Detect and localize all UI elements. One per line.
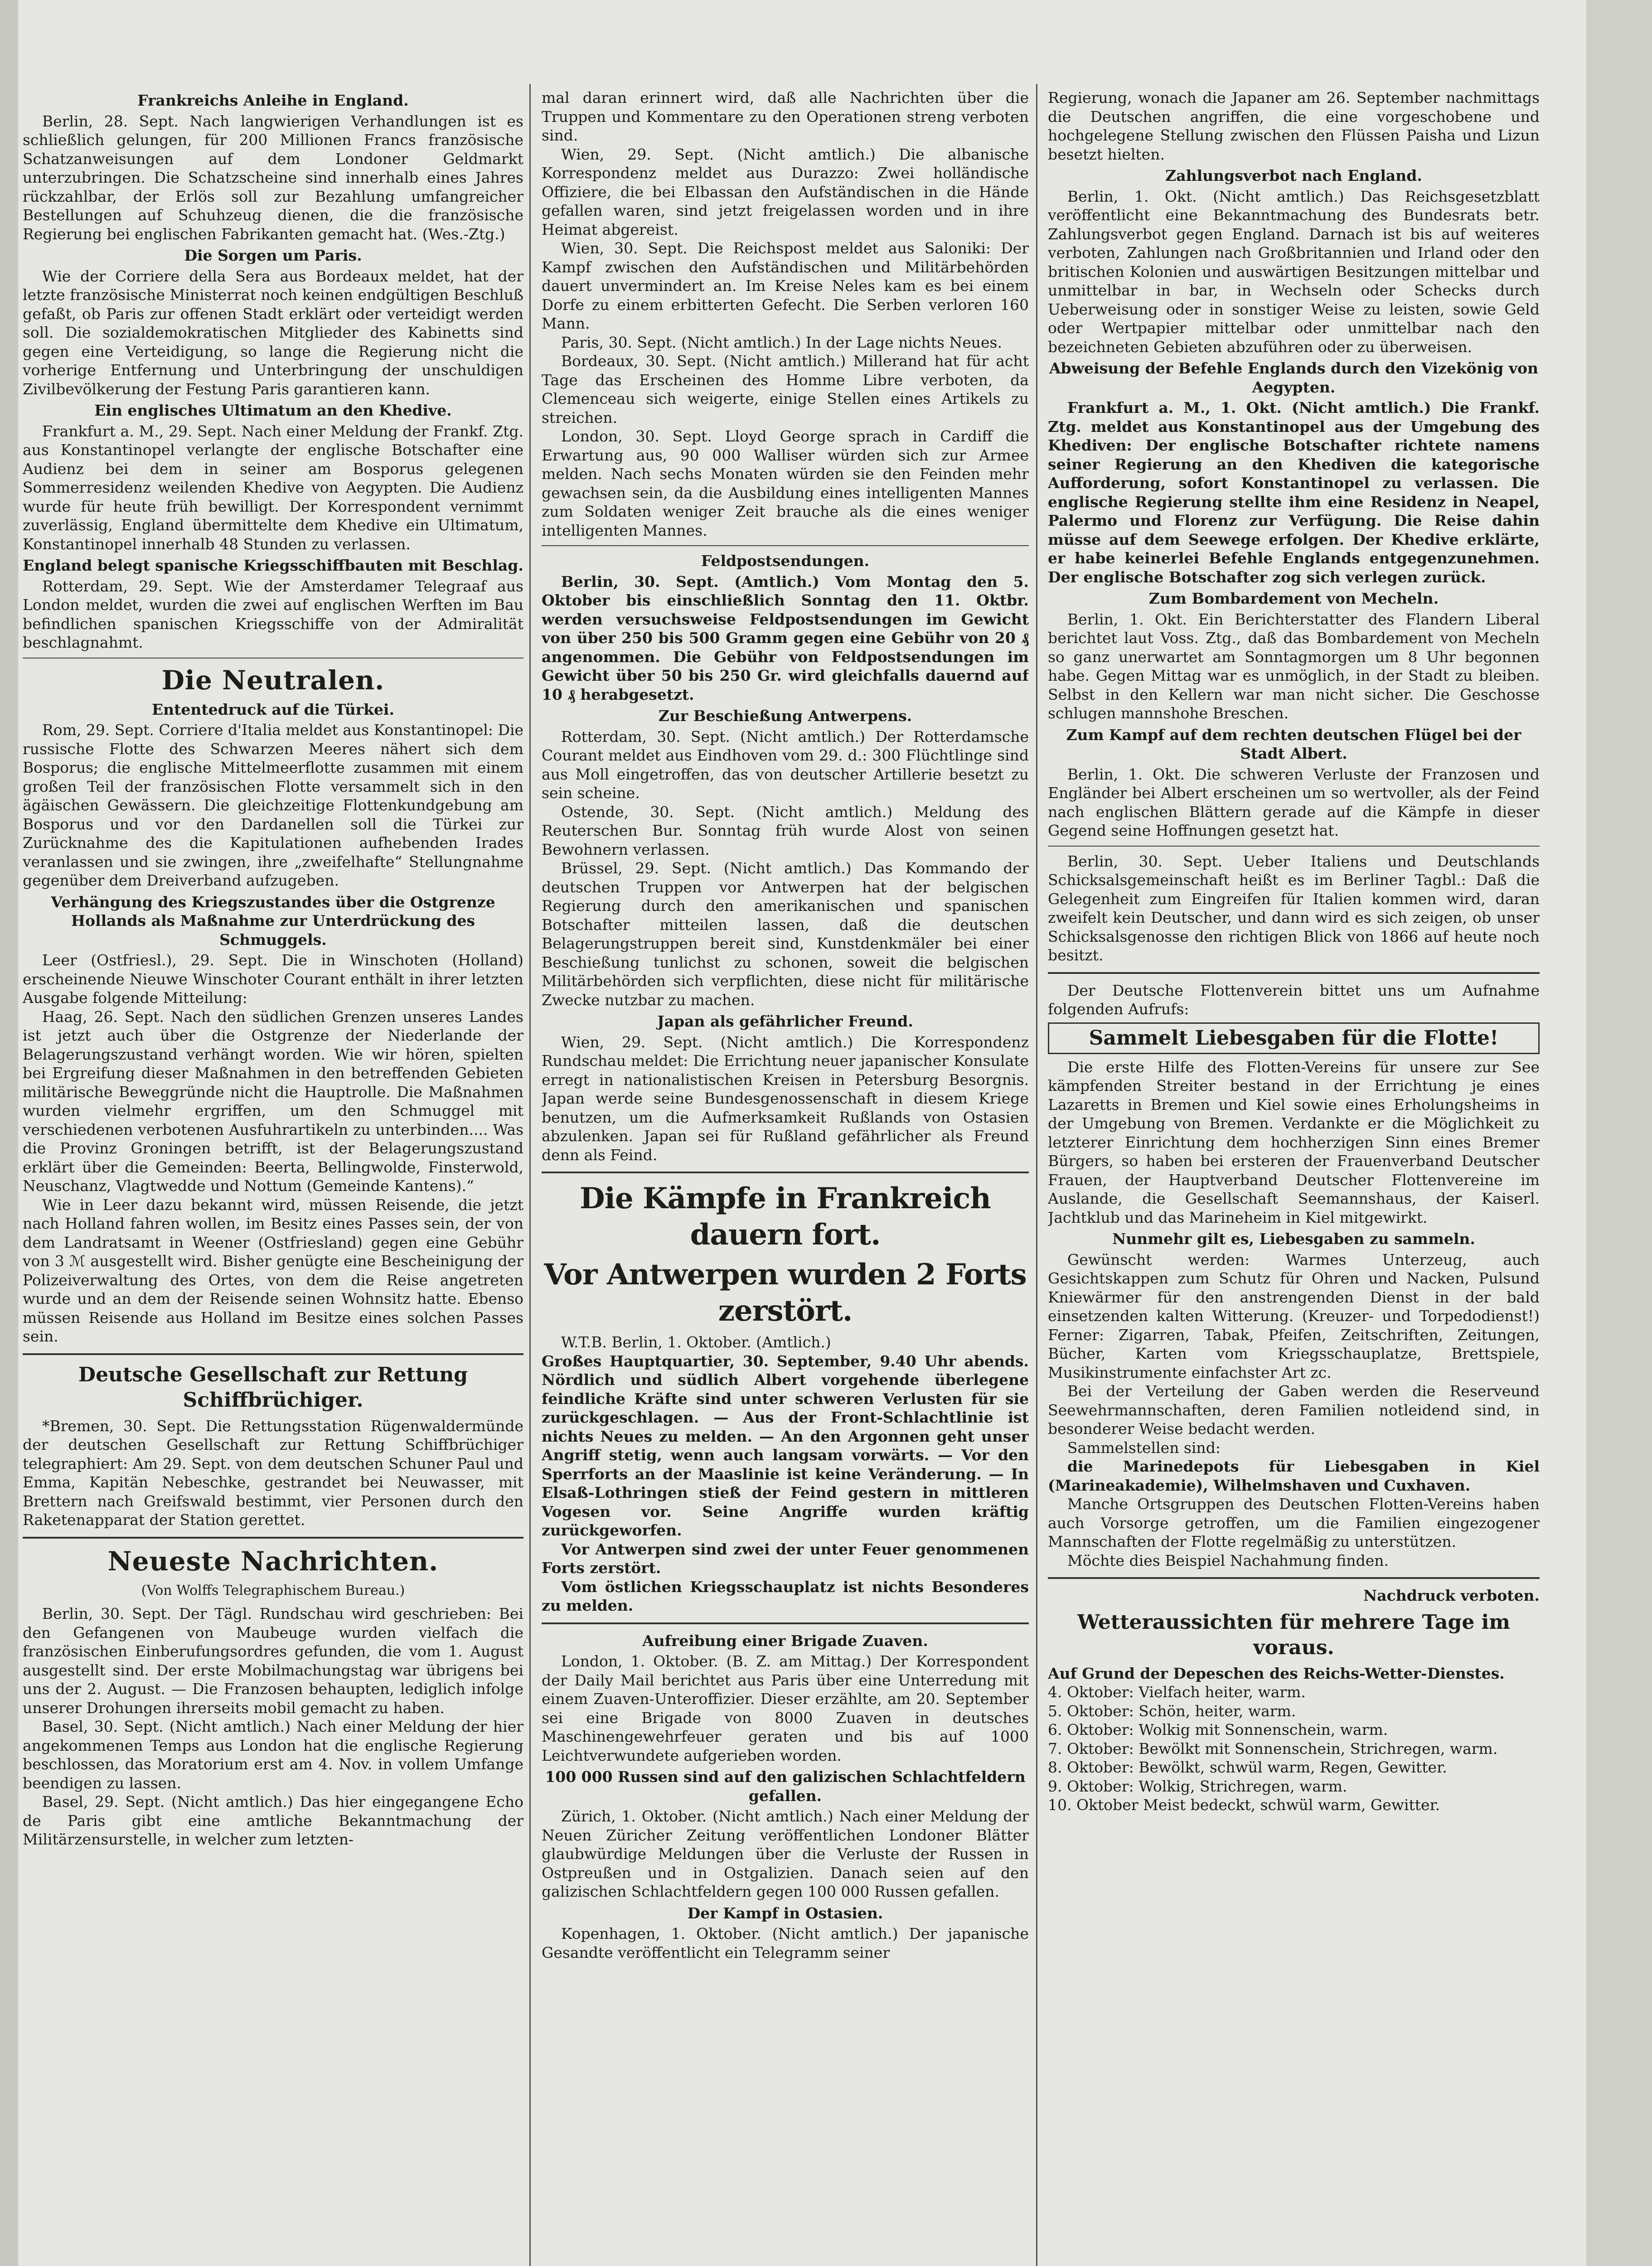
- article-paragraph: Berlin, 1. Okt. (Nicht amtlich.) Das Reichsgesetzblatt veröffentlicht eine Bekanntmachung des Bundesrats betr. Zahlungsverbot gegen England. Darnach ist bis auf weiteres verboten, Zahlungen nach Großbritannien und Irland oder den britischen Kolonien und auswärtigen Besitzungen mittelbar und unmittelbar in bar, in Wechseln oder Schecks durch Ueberweisung oder in sonstiger Weise zu leisten, sowie Geld oder Wertpapier mittelbar oder unmittelbar nach den bezeichneten Gebieten abzuführen oder zu überweisen.: [1048, 187, 1540, 356]
- article-paragraph: Berlin, 1. Okt. Ein Berichterstatter des Flandern Liberal berichtet laut Voss. Ztg., daß das Bombardement von Mecheln so ganz unerwartet am Sonntagmorgen um 8 Uhr begonnen habe. Gegen Mittag war es unmöglich, in der Stadt zu bleiben. Selbst in den Kellern war man nicht sicher. Die Geschosse schlugen mannshohe Breschen.: [1048, 610, 1540, 722]
- section-subtitle: (Von Wolffs Telegraphischem Bureau.): [141, 1582, 405, 1598]
- column-rule: [1036, 84, 1037, 2266]
- article-paragraph: Möchte dies Beispiel Nachahmung finden.: [1067, 1551, 1389, 1569]
- article-paragraph: Rom, 29. Sept. Corriere d'Italia meldet aus Konstantinopel: Die russische Flotte des Schwarzen Meeres nähert sich dem Bosporus; die englische Mittelmeerflotte zusammen mit einem großen Teil der französischen Flotte versammelt sich in den ägäischen Gewässern. Die gleichzeitige Flottenkundgebung am Bosporus und vor den Dardanellen soll die Türkei zur Zurücknahme des die Kapitulationen aufhebenden Irades veranlassen und sie zwingen, ihre „zweifelhafte“ Stellungnahme gegenüber dem Dreiverband aufzugeben.: [23, 721, 523, 889]
- article-paragraph: Wien, 30. Sept. Die Reichspost meldet aus Saloniki: Der Kampf zwischen den Aufständischen und Militärbehörden dauert unvermindert an. Im Kreise Neles kam es bei einem Dorfe zu einem erbitterten Gefecht. Die Serben verloren 160 Mann.: [542, 239, 1029, 332]
- article-paragraph: die Marinedepots für Liebesgaben in Kiel (Marineakademie), Wilhelmshaven und Cuxhaven.: [1048, 1457, 1540, 1494]
- list-item: 6. Oktober: Wolkig mit Sonnenschein, warm.: [1048, 1721, 1388, 1738]
- divider: [542, 1172, 1029, 1173]
- article-paragraph: Rotterdam, 30. Sept. (Nicht amtlich.) Der Rotterdamsche Courant meldet aus Eindhoven vom 29. d.: 300 Flüchtlinge sind aus Moll eingetroffen, das von deutscher Artillerie besetzt zu sein scheine.: [542, 727, 1029, 802]
- article-paragraph: Wie in Leer dazu bekannt wird, müssen Reisende, die jetzt nach Holland fahren wollen, im Besitz eines Passes sein, der von dem Landratsamt in Weener (Ostfriesland) gegen eine Gebühr von 3 ℳ ausgestellt wird. Bisher genügte eine Bescheinigung der Polizeiverwaltung des Ortes, von dem die Reise angetreten wurde und an dem der Reisende seinen Wohnsitz hatte. Ebenso müssen Reisende aus Holland im Besitze eines solchen Passes sein.: [23, 1196, 523, 1345]
- article-paragraph: Rotterdam, 29. Sept. Wie der Amsterdamer Telegraaf aus London meldet, wurden die zwei auf englischen Werften im Bau befindlichen spanischen Kriegsschiffe von der Admiralität beschlagnahmt.: [23, 577, 523, 651]
- article-paragraph: Leer (Ostfriesl.), 29. Sept. Die in Winschoten (Holland) erscheinende Nieuwe Winschoter Courant enthält in ihrer letzten Ausgabe folgende Mitteilung:: [23, 951, 523, 1007]
- binding-gutter: [0, 0, 18, 2266]
- article-paragraph: Berlin, 30. Sept. Ueber Italiens und Deutschlands Schicksalsgemeinschaft heißt es im Berliner Tagbl.: Daß die Gelegenheit zum Eingreifen für Italien kommen wird, daran zweifelt kein Deutscher, und dann wird es sich zeigen, ob unser Schicksalsgenosse den richtigen Blick von 1866 auf heute noch besitzt.: [1048, 852, 1540, 964]
- article-paragraph: Ostende, 30. Sept. (Nicht amtlich.) Meldung des Reuterschen Bur. Sonntag früh wurde Alost von seinen Bewohnern verlassen.: [542, 803, 1029, 858]
- divider: [542, 545, 1029, 546]
- column-2: [542, 88, 1029, 2266]
- article-paragraph: Auf Grund der Depeschen des Reichs-Wetter-Dienstes.: [1048, 1664, 1505, 1682]
- article-paragraph: Regierung, wonach die Japaner am 26. September nachmittags die Deutschen angriffen, die eine vorgeschobene und hochgelegene Stellung zwischen den Flüssen Paisha und Lizun besetzt hielten.: [1048, 89, 1540, 163]
- divider: [1048, 1577, 1540, 1579]
- section-title: Ententedruck auf die Türkei.: [152, 700, 394, 718]
- divider: [23, 1537, 523, 1539]
- article-paragraph: Brüssel, 29. Sept. (Nicht amtlich.) Das Kommando der deutschen Truppen vor Antwerpen hat der belgischen Regierung durch den amerikanischen und spanischen Botschafter mitteilen lassen, daß die deutschen Belagerungstruppen bereit sind, Kunstdenkmäler bei einer Beschießung tunlichst zu schonen, soweit die belgischen Militärbehörden sich verpflichten, diese nicht für militärische Zwecke nutzbar zu machen.: [542, 859, 1029, 1009]
- article-dateline: W.T.B. Berlin, 1. Oktober. (Amtlich.): [561, 1333, 831, 1351]
- article-paragraph: Wien, 29. Sept. (Nicht amtlich.) Die Korrespondenz Rundschau meldet: Die Errichtung neuer japanischer Konsulate erregt in nationalistischen Kreisen in Petersburg Besorgnis. Japan werde seine Bundesgenossenschaft in diesem Kriege benutzen, um die Aufmerksamkeit Rußlands von Ostasien abzulenken. Japan sei für Rußland gefährlicher als Freund denn als Feind.: [542, 1033, 1029, 1164]
- section-title: Zum Kampf auf dem rechten deutschen Flügel bei der Stadt Albert.: [1066, 726, 1521, 762]
- article-paragraph: Basel, 30. Sept. (Nicht amtlich.) Nach einer Meldung der hier angekommenen Temps aus London hat die englische Regierung beschlossen, das Moratorium erst am 4. Nov. in vollem Umfange beendigen zu lassen.: [23, 1718, 523, 1792]
- article-paragraph: London, 30. Sept. Lloyd George sprach in Cardiff die Erwartung aus, 90 000 Walliser würden sich zur Armee melden. Nach sechs Monaten würden sie den Feinden mehr gewachsen sein, da die Ausbildung eines intelligenten Mannes zum Soldaten weniger Zeit brauche als die eines weniger intelligenten Mannes.: [542, 427, 1029, 539]
- divider: [542, 1622, 1029, 1624]
- article-paragraph: Berlin, 30. Sept. (Amtlich.) Vom Montag den 5. Oktober bis einschließlich Sonntag den 11. Oktbr. werden versuchsweise Feldpostsendungen im Gewicht von über 250 bis 500 Gramm gegen eine Gebühr von 20 ₰ angenommen. Die Gebühr von Feldpostsendungen im Gewicht über 50 bis 250 Gr. wird gleichfalls dauernd auf 10 ₰ herabgesetzt.: [542, 572, 1029, 703]
- article-paragraph: Wien, 29. Sept. (Nicht amtlich.) Die albanische Korrespondenz meldet aus Durazzo: Zwei holländische Offiziere, die bei Elbassan den Aufständischen in die Hände gefallen waren, sind jetzt freigelassen worden und in ihre Heimat abgereist.: [542, 145, 1029, 238]
- copyright-note: Nachdruck verboten.: [1363, 1587, 1540, 1604]
- article-paragraph: mal daran erinnert wird, daß alle Nachrichten über die Truppen und Kommentare zu den Operationen streng verboten sind.: [542, 89, 1029, 144]
- column-rule: [529, 84, 531, 2266]
- section-title: Verhängung des Kriegszustandes über die Ostgrenze Hollands als Maßnahme zur Unterdrückung des Schmuggels.: [51, 893, 495, 949]
- divider: [1048, 846, 1540, 847]
- section-title: Zur Beschießung Antwerpens.: [658, 707, 912, 725]
- section-title: Ein englisches Ultimatum an den Khedive.: [94, 402, 452, 419]
- page-edge: [1586, 0, 1652, 2266]
- article-paragraph: Bei der Verteilung der Gaben werden die Reserveund Seewehrmannschaften, deren Familien notleidend sind, in besonderer Weise bedacht werden.: [1048, 1382, 1540, 1438]
- article-paragraph: *Bremen, 30. Sept. Die Rettungsstation Rügenwaldermünde der deutschen Gesellschaft zur Rettung Schiffbrüchiger telegraphiert: Am 29. Sept. von dem deutschen Schuner Paul und Emma, Kapitän Nebeschke, gestrandet bei Neuwasser, mit Brettern nach Greifswald bestimmt, vier Personen durch den Raketenapparat der Station gerettet.: [23, 1417, 523, 1529]
- article-paragraph: Paris, 30. Sept. (Nicht amtlich.) In der Lage nichts Neues.: [561, 333, 1002, 351]
- section-title: Frankreichs Anleihe in England.: [137, 92, 409, 109]
- list-item: 9. Oktober: Wolkig, Strichregen, warm.: [1048, 1777, 1347, 1795]
- column-1: [23, 88, 523, 2266]
- article-paragraph: Großes Hauptquartier, 30. September, 9.40 Uhr abends. Nördlich und südlich Albert vorgehende überlegene feindliche Kräfte sind unter schweren Verlusten für sie zurückgeschlagen. — Aus der Front-Schlachtlinie ist nichts Neues zu melden. — An den Argonnen geht unser Angriff stetig, wenn auch langsam vorwärts. — Vor den Sperrforts an der Maaslinie ist keine Veränderung. — In Elsaß-Lothringen stieß der Feind gestern in mittleren Vogesen vor. Seine Angriffe wurden kräftig zurückgeworfen.: [542, 1352, 1029, 1539]
- article-paragraph: Gewünscht werden: Warmes Unterzeug, auch Gesichtskappen zum Schutz für Ohren und Nacken, Pulsund Kniewärmer für den anstrengenden Dienst in der bald einsetzenden kalten Witterung. (Kreuzer- und Torpedodienst!) Ferner: Zigarren, Tabak, Pfeifen, Zeitschriften, Zeitungen, Bücher, Karten vom Kriegsschauplatze, Brettspiele, Musikinstrumente einfachster Art zc.: [1048, 1250, 1540, 1381]
- section-title: Die Sorgen um Paris.: [184, 247, 362, 264]
- headline: Vor Antwerpen wurden 2 Forts zerstört.: [544, 1258, 1027, 1328]
- section-title: Zum Bombardement von Mecheln.: [1148, 590, 1439, 607]
- article-paragraph: London, 1. Oktober. (B. Z. am Mittag.) Der Korrespondent der Daily Mail berichtet aus Paris über eine Unterredung mit einem Zuaven-Unteroffizier. Dieser erzählte, am 20. September sei eine Brigade von 8000 Zuaven in deutsches Maschinengewehrfeuer geraten und bis auf 1000 Leichtverwundete aufgerieben worden.: [542, 1652, 1029, 1764]
- article-paragraph: Bordeaux, 30. Sept. (Nicht amtlich.) Millerand hat für acht Tage das Erscheinen des Homme Libre verboten, da Clemenceau sich weigerte, einige Stellen eines Artikels zu streichen.: [542, 352, 1029, 426]
- article-paragraph: Kopenhagen, 1. Oktober. (Nicht amtlich.) Der japanische Gesandte veröffentlicht ein Telegramm seiner: [542, 1925, 1029, 1961]
- section-title: Abweisung der Befehle Englands durch den Vizekönig von Aegypten.: [1049, 359, 1539, 396]
- article-paragraph: Manche Ortsgruppen des Deutschen Flotten-Vereins haben auch Vorsorge getroffen, um die Familien eingezogener Mannschaften der Flotte regelmäßig zu unterstützen.: [1048, 1495, 1540, 1550]
- section-heading: Deutsche Gesellschaft zur Rettung Schiffbrüchiger.: [78, 1363, 468, 1412]
- article-paragraph: Basel, 29. Sept. (Nicht amtlich.) Das hier eingegangene Echo de Paris gibt eine amtliche Bekanntmachung der Militärzensurstelle, in welcher zum letzten-: [23, 1793, 523, 1848]
- divider: [1048, 972, 1540, 974]
- section-heading: Wetteraussichten für mehrere Tage im voraus.: [1077, 1610, 1510, 1659]
- section-title: Feldpostsendungen.: [701, 552, 870, 570]
- article-paragraph: Die erste Hilfe des Flotten-Vereins für unsere zur See kämpfenden Streiter bestand in der Errichtung je eines Lazaretts in Bremen und Kiel sowie eines Erholungsheims in der Umgebung von Bremen. Verdankte er die Möglichkeit zu letzterer Einrichtung dem hochherzigen Sinn eines Bremer Bürgers, so haben bei ersteren der Frauenverband Deutscher Frauen, der Hauptverband Deutscher Flottenvereine im Auslande, die Gesellschaft Seemannshaus, der Kaiserl. Jachtklub und das Marineheim in Kiel mitgewirkt.: [1048, 1058, 1540, 1226]
- section-title: Aufreibung einer Brigade Zuaven.: [642, 1632, 928, 1650]
- column-3: [1048, 88, 1540, 2266]
- divider: [23, 1353, 523, 1355]
- list-item: 4. Oktober: Vielfach heiter, warm.: [1048, 1683, 1306, 1701]
- article-paragraph: Berlin, 30. Sept. Der Tägl. Rundschau wird geschrieben: Bei den Gefangenen von Maubeuge wurden vielfach die französischen Einberufungsordres gefunden, die vom 1. August ausgestellt sind. Der erste Mobilmachungstag war übrigens bei uns der 2. August. — Die Franzosen behaupten, lediglich infolge unserer Drohungen ihrerseits mobil gemacht zu haben.: [23, 1605, 523, 1717]
- article-paragraph: Der Deutsche Flottenverein bittet uns um Aufnahme folgenden Aufrufs:: [1048, 981, 1540, 1018]
- appeal-banner: Sammelt Liebesgaben für die Flotte!: [1048, 1022, 1540, 1054]
- article-paragraph: Berlin, 1. Okt. Die schweren Verluste der Franzosen und Engländer bei Albert erscheinen um so wertvoller, als der Feind nach englischen Blättern gerade auf die Kämpfe in dieser Gegend seine Hoffnungen gesetzt hat.: [1048, 765, 1540, 839]
- section-heading: Neueste Nachrichten.: [107, 1545, 439, 1577]
- article-paragraph: Haag, 26. Sept. Nach den südlichen Grenzen unseres Landes ist jetzt auch über die Ostgrenze der Niederlande der Belagerungszustand verhängt worden. Wie wir hören, spielten bei Ergreifung dieser Maßnahmen in den betreffenden Gebieten militärische Beweggründe nicht die Hauptrolle. Die Maßnahmen wurden vielmehr ergriffen, um den Schmuggel mit verschiedenen verbotenen Ausfuhrartikeln zu unterbinden.... Was die Provinz Groningen betrifft, ist der Belagerungszustand erklärt über die Gemeinden: Beerta, Bellingwolde, Finsterwold, Neuschanz, Vlagtwedde und Nottum (Gemeinde Kantens).“: [23, 1007, 523, 1195]
- section-heading: Die Neutralen.: [161, 664, 385, 696]
- list-item: 8. Oktober: Bewölkt, schwül warm, Regen, Gewitter.: [1048, 1758, 1447, 1776]
- article-paragraph: Frankfurt a. M., 29. Sept. Nach einer Meldung der Frankf. Ztg. aus Konstantinopel verlangte der englische Botschafter eine Audienz bei dem in seiner am Bosporus gelegenen Sommerresidenz weilenden Khedive von Aegypten. Die Audienz wurde für heute früh bewilligt. Der Korrespondent vernimmt zuverlässig, England übermittelte dem Khedive ein Ultimatum, Konstantinopel innerhalb 48 Stunden zu verlassen.: [23, 422, 523, 553]
- headline: Die Kämpfe in Frankreich dauern fort.: [580, 1181, 991, 1252]
- article-paragraph: Vor Antwerpen sind zwei der unter Feuer genommenen Forts zerstört.: [542, 1540, 1029, 1577]
- section-title: Japan als gefährlicher Freund.: [657, 1012, 913, 1030]
- list-item: 10. Oktober Meist bedeckt, schwül warm, Gewitter.: [1048, 1796, 1440, 1814]
- article-paragraph: Berlin, 28. Sept. Nach langwierigen Verhandlungen ist es schließlich gelungen, für 200 Millionen Francs französische Schatzanweisungen auf dem Londoner Geldmarkt unterzubringen. Die Schatzscheine sind innerhalb eines Jahres rückzahlbar, der Erlös soll zur Bezahlung umfangreicher Bestellungen auf Schuhzeug dienen, die die französische Regierung bei englischen Fabrikanten gemacht hat. (Wes.-Ztg.): [23, 112, 523, 243]
- section-title: England belegt spanische Kriegsschiffbauten mit Beschlag.: [23, 557, 523, 574]
- list-item: 7. Oktober: Bewölkt mit Sonnenschein, Strichregen, warm.: [1048, 1739, 1498, 1758]
- section-title: Nunmehr gilt es, Liebesgaben zu sammeln.: [1112, 1230, 1475, 1248]
- article-paragraph: Vom östlichen Kriegsschauplatz ist nichts Besonderes zu melden.: [542, 1578, 1029, 1614]
- article-paragraph: Frankfurt a. M., 1. Okt. (Nicht amtlich.) Die Frankf. Ztg. meldet aus Konstantinopel aus der Umgebung des Khediven: Der englische Botschafter richtete namens seiner Regierung an den Khediven die kategorische Aufforderung, sofort Konstantinopel zu verlassen. Die englische Regierung stellte ihm eine Residenz in Neapel, Palermo und Florenz zur Verfügung. Die Reise dahin müsse auf dem Seewege erfolgen. Der Khedive erklärte, er habe keinerlei Befehle Englands entgegenzunehmen. Der englische Botschafter zog sich verlegen zurück.: [1048, 399, 1540, 586]
- list-item: 5. Oktober: Schön, heiter, warm.: [1048, 1702, 1296, 1720]
- article-paragraph: Wie der Corriere della Sera aus Bordeaux meldet, hat der letzte französische Ministerrat noch keinen endgültigen Beschluß gefaßt, ob Paris zur offenen Stadt erklärt oder verteidigt werden soll. Die sozialdemokratischen Mitglieder des Kabinetts sind gegen eine Verteidigung, so lange die Regierung nicht die vorherige Entfernung und Unterbringung der unschuldigen Zivilbevölkerung der Festung Paris garantieren kann.: [23, 267, 523, 398]
- section-title: Zahlungsverbot nach England.: [1165, 167, 1422, 184]
- article-paragraph: Sammelstellen sind:: [1067, 1438, 1221, 1457]
- section-title: 100 000 Russen sind auf den galizischen Schlachtfeldern gefallen.: [545, 1768, 1026, 1805]
- article-paragraph: Zürich, 1. Oktober. (Nicht amtlich.) Nach einer Meldung der Neuen Züricher Zeitung veröffentlichen Londoner Blätter glaubwürdige Meldungen über die Verluste der Russen in Ostpreußen und in Ostgalizien. Danach seien auf den galizischen Schlachtfeldern gegen 100 000 Russen gefallen.: [542, 1807, 1029, 1900]
- weather-forecast-list: [1048, 1683, 1540, 1815]
- section-title: Der Kampf in Ostasien.: [687, 1904, 883, 1922]
